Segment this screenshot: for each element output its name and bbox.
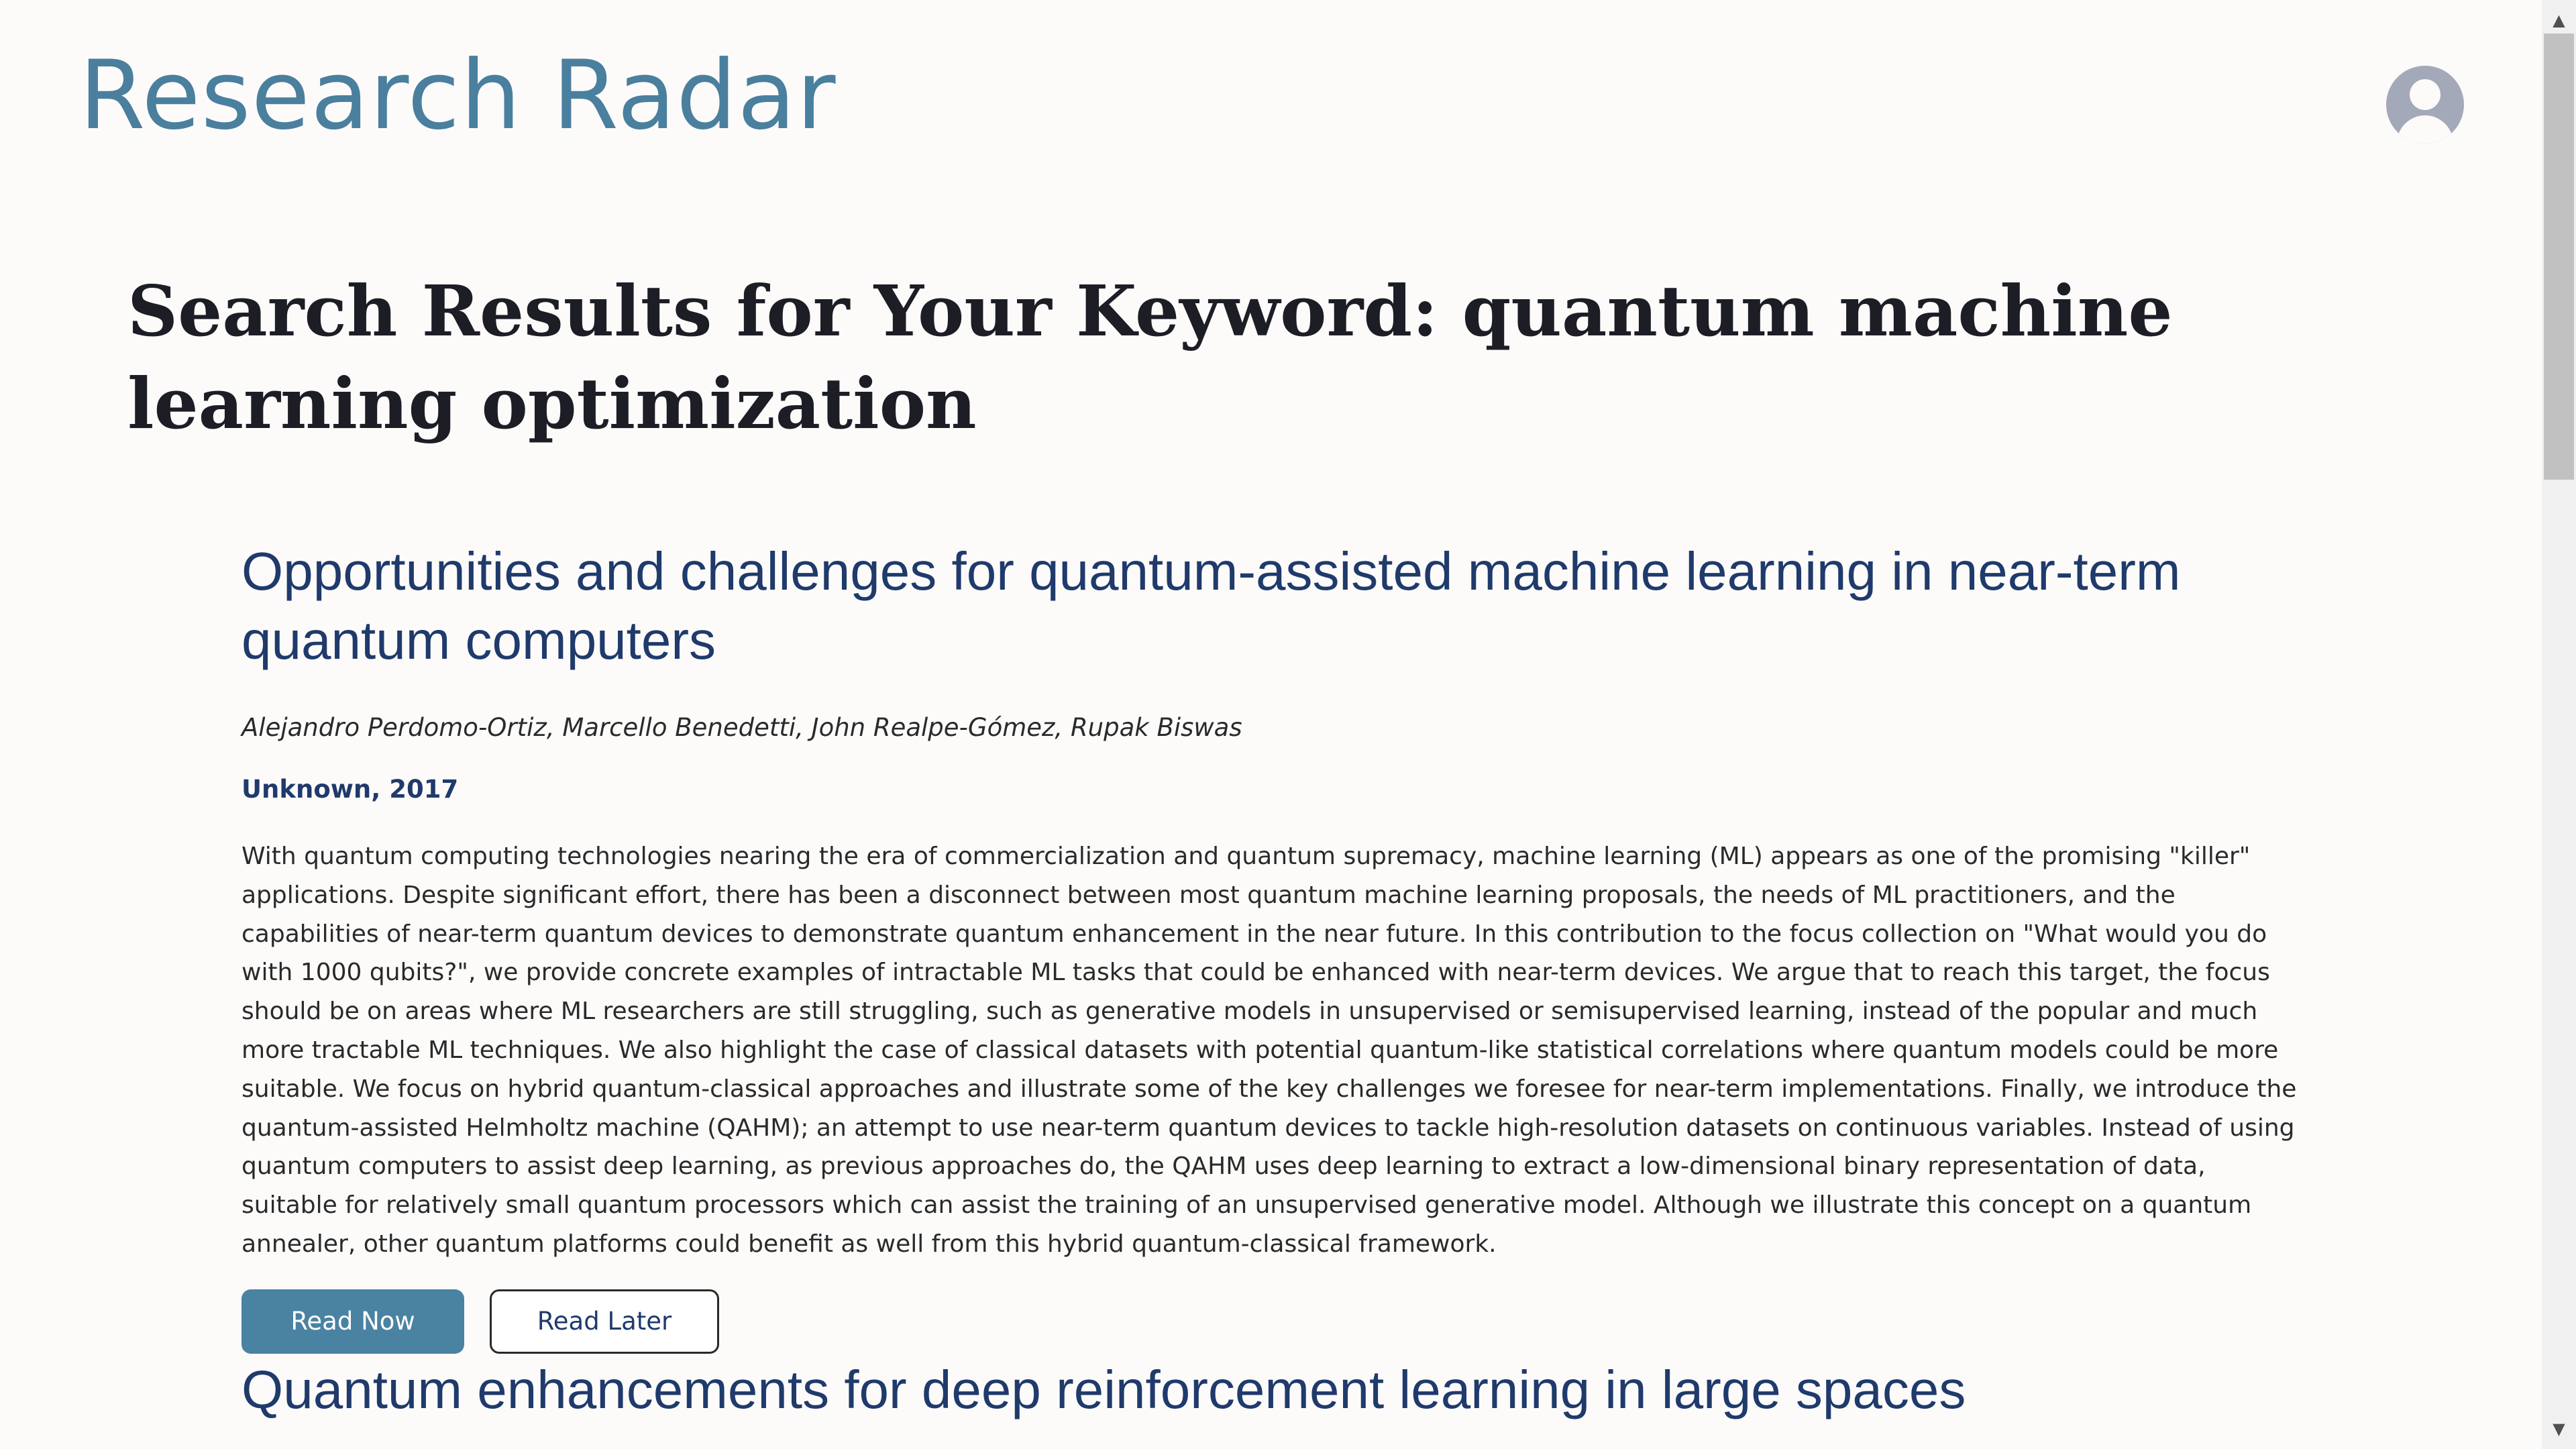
read-later-button[interactable]: Read Later — [490, 1289, 719, 1354]
page-title: Search Results for Your Keyword: quantum machine learning optimization — [127, 270, 2173, 445]
result-card — [241, 537, 2308, 1354]
scroll-down-arrow-icon[interactable]: ▼ — [2553, 1419, 2565, 1438]
result-title[interactable]: Quantum enhancements for deep reinforcement learning in large spaces — [241, 1360, 1966, 1419]
result-title[interactable]: Opportunities and challenges for quantum-assisted machine learning in near-term quantum computers — [241, 541, 2181, 670]
user-avatar-button[interactable] — [2386, 66, 2464, 144]
avatar-head-shape — [2410, 79, 2440, 110]
scroll-up-arrow-icon[interactable]: ▲ — [2553, 11, 2565, 30]
read-now-button[interactable]: Read Now — [241, 1289, 464, 1354]
vertical-scrollbar[interactable] — [2542, 0, 2576, 1449]
result-abstract: With quantum computing technologies nearing the era of commercialization and quantum supremacy, machine learning (ML) appears as one of the promising "killer" applications. Despite significant effort, there has been a disconnect between most quantum machine learning proposals, the needs of ML practitioners, and the capabilities of near-term quantum devices to demonstrate quantum enhancement in the near future. In this contribution to the focus collection on "What would you do with 1000 qubits?", we provide concrete examples of intractable ML tasks that could be enhanced with near-term devices. We argue that to reach this target, the focus should be on areas where ML researchers are still struggling, such as generative models in unsupervised or semisupervised learning, instead of the popular and much more tractable ML techniques. We also highlight the case of classical datasets with potential quantum-like statistical correlations where quantum models could be more suitable. We focus on hybrid quantum-classical approaches and illustrate some of the key challenges we foresee for near-term implementations. Finally, we introduce the quantum-assisted Helmholtz machine (QAHM); an attempt to use near-term quantum devices to tackle high-resolution datasets on continuous variables. Instead of using quantum computers to assist deep learning, as previous approaches do, the QAHM uses deep learning to extract a low-dimensional binary representation of data, suitable for relatively small quantum processors which can assist the training of an unsupervised generative model. Although we illustrate this concept on a quantum annealer, other quantum platforms could benefit as well from this hybrid quantum-classical framework. — [241, 843, 2297, 1258]
result-authors: Alejandro Perdomo-Ortiz, Marcello Benedetti, John Realpe-Gómez, Rupak Biswas — [241, 713, 1242, 742]
scrollbar-thumb[interactable] — [2544, 34, 2574, 480]
result-venue-year: Unknown, 2017 — [241, 775, 459, 804]
site-logo[interactable]: Research Radar — [79, 40, 837, 151]
result-card — [241, 1355, 2308, 1424]
result-actions — [241, 1289, 2308, 1354]
avatar-body-shape — [2397, 115, 2453, 144]
